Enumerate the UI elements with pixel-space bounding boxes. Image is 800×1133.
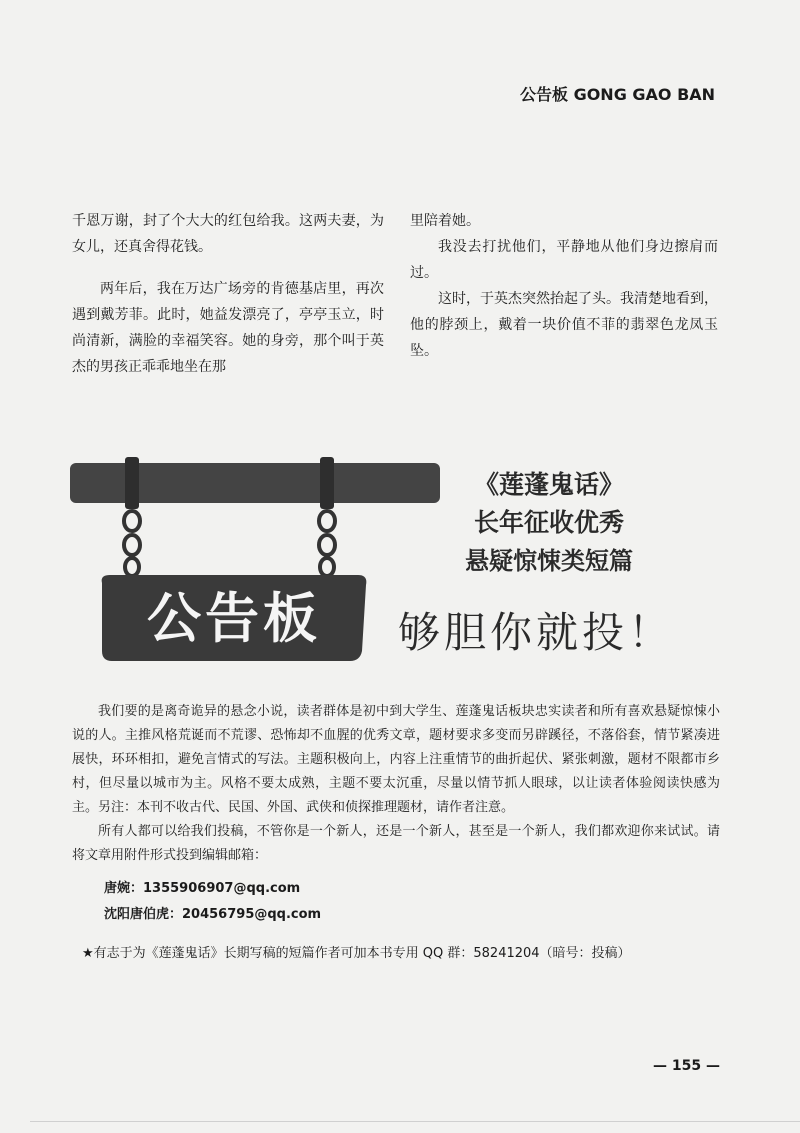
story-column-left <box>72 208 384 380</box>
sign-text: 公告板 <box>147 587 321 650</box>
body-paragraph: 我们要的是离奇诡异的悬念小说，读者群体是初中到大学生、莲蓬鬼话板块忠实读者和所有喜欢悬疑惊悚小说的人。主推风格荒诞而不荒谬、恐怖却不血腥的优秀文章，题材要求多变而另辟蹊径，不落俗套，情节紧凑进展快，环环相扣，避免言情式的写法。主题积极向上，内容上注重情节的曲折起伏、紧张刺激，题材不限都市乡村，但尽量以城市为主。风格不要太成熟，主题不要太沉重，尽量以情节抓人眼球，以让读者体验阅读快感为主。另注：本刊不收古代、民国、外国、武侠和侦探推理题材，请作者注意。 <box>72 704 720 815</box>
qq-group-note: ★有志于为《莲蓬鬼话》长期写稿的短篇作者可加本书专用 QQ 群：58241204（暗号：投稿） <box>82 946 631 961</box>
promo-title-line: 悬疑惊悚类短篇 <box>465 547 633 575</box>
page-number: — 155 — <box>653 1058 720 1074</box>
story-column-right <box>410 208 718 364</box>
story-paragraph: 这时，于英杰突然抬起了头。我清楚地看到，他的脖颈上，戴着一块价值不菲的翡翠色龙凤玉坠。 <box>410 291 718 359</box>
editor-email: 沈阳唐伯虎：20456795@qq.com <box>104 907 322 922</box>
story-paragraph: 千恩万谢，封了个大大的红包给我。这两夫妻，为女儿，还真舍得花钱。 <box>72 213 384 255</box>
editor-email: 唐婉：1355906907@qq.com <box>104 881 301 896</box>
call-for-submissions <box>72 700 720 966</box>
promo-title-line: 长年征收优秀 <box>473 508 624 537</box>
promo-title <box>404 466 694 580</box>
story-paragraph: 两年后，我在万达广场旁的肯德基店里，再次遇到戴芳菲。此时，她益发漂亮了，亭亭玉立，时尚清新，满脸的幸福笑容。她的身旁，那个叫于英杰的男孩正乖乖地坐在那 <box>72 281 384 375</box>
slogan: 够胆你就投！ <box>398 608 675 657</box>
hanging-sign-illustration <box>70 455 440 670</box>
bottom-divider <box>30 1121 800 1122</box>
story-paragraph: 我没去打扰他们，平静地从他们身边擦肩而过。 <box>410 239 718 281</box>
body-paragraph: 所有人都可以给我们投稿，不管你是一个新人，还是一个新人，甚至是一个新人，我们都欢迎你来试试。请将文章用附件形式投到编辑邮箱： <box>72 824 720 863</box>
promo-title-line: 《莲蓬鬼话》 <box>473 470 624 499</box>
editor-contacts <box>72 876 720 928</box>
section-header: 公告板 GONG GAO BAN <box>520 85 716 104</box>
chain-right-icon <box>319 511 335 576</box>
story-paragraph: 里陪着她。 <box>410 213 480 229</box>
chain-left-icon <box>124 511 140 576</box>
